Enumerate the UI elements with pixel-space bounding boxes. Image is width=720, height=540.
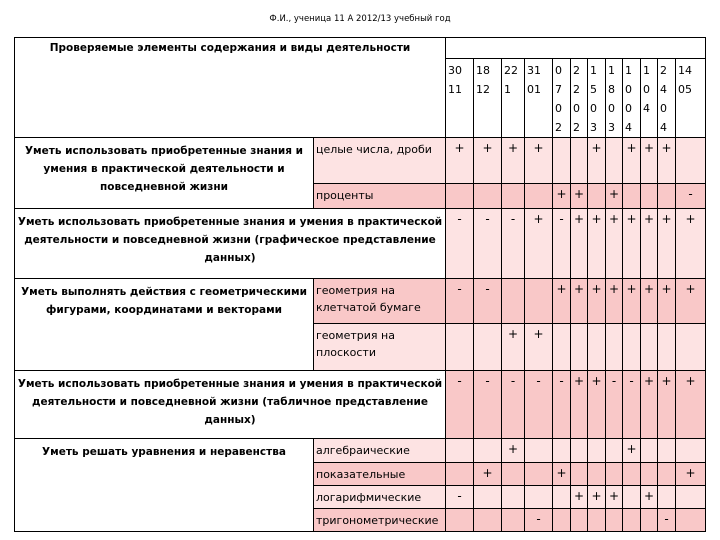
- result-cell: +: [623, 439, 641, 463]
- result-cell: [446, 439, 474, 463]
- result-cell: -: [525, 509, 553, 532]
- result-cell: [658, 486, 676, 509]
- result-cell: +: [606, 279, 623, 324]
- result-cell: +: [502, 138, 525, 184]
- result-cell: [474, 509, 502, 532]
- result-cell: +: [588, 209, 606, 279]
- result-cell: [641, 184, 658, 209]
- result-cell: [641, 463, 658, 486]
- result-cell: +: [658, 279, 676, 324]
- result-cell: [446, 463, 474, 486]
- skill-label: Уметь выполнять действия с геометрическими фигурами, координатами и векторами: [15, 279, 314, 371]
- result-cell: +: [502, 439, 525, 463]
- result-cell: [474, 324, 502, 371]
- result-cell: [525, 279, 553, 324]
- result-cell: -: [502, 209, 525, 279]
- result-cell: [502, 463, 525, 486]
- date-header-cell: 1 0 0 4: [623, 59, 641, 138]
- result-cell: [641, 324, 658, 371]
- result-cell: -: [553, 371, 571, 439]
- result-cell: [588, 439, 606, 463]
- skill-label: Уметь использовать приобретенные знания и умения в практической деятельности и повседневной жизни: [15, 138, 314, 209]
- result-cell: [641, 439, 658, 463]
- date-header-cell: 1 0 4: [641, 59, 658, 138]
- result-cell: +: [641, 371, 658, 439]
- skill-label: Уметь решать уравнения и неравенства: [15, 439, 314, 532]
- result-cell: +: [606, 184, 623, 209]
- date-header-cell: 31 01: [525, 59, 553, 138]
- result-cell: [658, 184, 676, 209]
- result-cell: -: [474, 371, 502, 439]
- skill-label: Уметь использовать приобретенные знания и умения в практической деятельности и повседневной жизни (графическое представление данных): [15, 209, 446, 279]
- result-cell: [446, 509, 474, 532]
- topic-label: геометрия на плоскости: [314, 324, 446, 371]
- result-cell: [606, 138, 623, 184]
- result-cell: +: [676, 371, 706, 439]
- result-cell: +: [571, 209, 588, 279]
- topic-label: показательные: [314, 463, 446, 486]
- date-header-cell: 2 4 0 4: [658, 59, 676, 138]
- result-cell: +: [525, 138, 553, 184]
- result-cell: [676, 439, 706, 463]
- result-cell: +: [571, 184, 588, 209]
- result-cell: -: [446, 486, 474, 509]
- result-cell: -: [446, 209, 474, 279]
- topic-label: тригонометрические: [314, 509, 446, 532]
- result-cell: +: [606, 209, 623, 279]
- result-cell: [606, 324, 623, 371]
- result-cell: [623, 184, 641, 209]
- result-cell: +: [571, 279, 588, 324]
- result-cell: +: [474, 138, 502, 184]
- result-cell: +: [588, 371, 606, 439]
- result-cell: [606, 509, 623, 532]
- result-cell: +: [571, 486, 588, 509]
- result-cell: -: [623, 371, 641, 439]
- result-cell: [658, 439, 676, 463]
- result-cell: +: [641, 486, 658, 509]
- document-title: Ф.И., ученица 11 А 2012/13 учебный год: [269, 14, 451, 24]
- result-cell: [623, 463, 641, 486]
- result-cell: [606, 439, 623, 463]
- result-cell: -: [502, 371, 525, 439]
- result-cell: +: [641, 279, 658, 324]
- result-cell: [641, 509, 658, 532]
- result-cell: -: [553, 209, 571, 279]
- result-cell: -: [525, 371, 553, 439]
- result-cell: [571, 439, 588, 463]
- table-row: [15, 209, 706, 279]
- result-cell: [502, 279, 525, 324]
- result-cell: +: [641, 209, 658, 279]
- result-cell: +: [553, 184, 571, 209]
- result-cell: +: [502, 324, 525, 371]
- result-cell: +: [525, 209, 553, 279]
- result-cell: [553, 324, 571, 371]
- date-header-cell: 0 7 0 2: [553, 59, 571, 138]
- result-cell: +: [623, 279, 641, 324]
- result-cell: [676, 486, 706, 509]
- result-cell: +: [525, 324, 553, 371]
- result-cell: -: [658, 509, 676, 532]
- topic-label: целые числа, дроби: [314, 138, 446, 184]
- result-cell: [525, 439, 553, 463]
- result-cell: [502, 486, 525, 509]
- result-cell: [676, 324, 706, 371]
- result-cell: +: [676, 463, 706, 486]
- result-cell: [525, 486, 553, 509]
- result-cell: +: [588, 138, 606, 184]
- result-cell: -: [446, 279, 474, 324]
- topic-label: алгебраические: [314, 439, 446, 463]
- result-cell: -: [606, 371, 623, 439]
- result-cell: [588, 184, 606, 209]
- result-cell: [571, 509, 588, 532]
- result-cell: [553, 138, 571, 184]
- result-cell: +: [623, 209, 641, 279]
- result-cell: [446, 324, 474, 371]
- result-cell: [623, 486, 641, 509]
- result-cell: +: [553, 279, 571, 324]
- result-cell: [588, 509, 606, 532]
- table-row: [15, 138, 706, 184]
- result-cell: +: [623, 138, 641, 184]
- date-header-cell: 30 11: [446, 59, 474, 138]
- topic-label: геометрия на клетчатой бумаге: [314, 279, 446, 324]
- result-cell: +: [553, 463, 571, 486]
- date-header-cell: 2 2 0 2: [571, 59, 588, 138]
- result-cell: +: [446, 138, 474, 184]
- result-cell: [474, 486, 502, 509]
- result-cell: [502, 184, 525, 209]
- result-cell: +: [658, 371, 676, 439]
- result-cell: -: [474, 209, 502, 279]
- topic-label: логарифмические: [314, 486, 446, 509]
- result-cell: +: [571, 371, 588, 439]
- result-cell: [502, 509, 525, 532]
- result-cell: [623, 324, 641, 371]
- result-cell: [525, 184, 553, 209]
- table-row: [15, 279, 706, 324]
- table-row: [15, 439, 706, 463]
- result-cell: [474, 184, 502, 209]
- result-cell: +: [606, 486, 623, 509]
- result-cell: -: [474, 279, 502, 324]
- result-cell: [658, 324, 676, 371]
- result-cell: [553, 486, 571, 509]
- result-cell: [623, 509, 641, 532]
- result-cell: [553, 509, 571, 532]
- result-cell: [676, 138, 706, 184]
- date-header-cell: 22 1: [502, 59, 525, 138]
- date-header-cell: 1 5 0 3: [588, 59, 606, 138]
- result-cell: [606, 463, 623, 486]
- result-cell: +: [676, 209, 706, 279]
- result-cell: [474, 439, 502, 463]
- result-cell: [525, 463, 553, 486]
- result-cell: [676, 509, 706, 532]
- result-cell: -: [446, 371, 474, 439]
- result-cell: +: [658, 138, 676, 184]
- result-cell: +: [676, 279, 706, 324]
- result-cell: [588, 324, 606, 371]
- results-table: [14, 37, 706, 532]
- result-cell: [571, 138, 588, 184]
- date-header-cell: 1 8 0 3: [606, 59, 623, 138]
- result-cell: +: [474, 463, 502, 486]
- topic-label: проценты: [314, 184, 446, 209]
- table-header: Проверяемые элементы содержания и виды деятельности: [15, 38, 446, 138]
- result-cell: [553, 439, 571, 463]
- result-cell: [571, 463, 588, 486]
- date-header-cell: 14 05: [676, 59, 706, 138]
- result-cell: [658, 463, 676, 486]
- result-cell: [571, 324, 588, 371]
- date-header-cell: 18 12: [474, 59, 502, 138]
- result-cell: +: [588, 279, 606, 324]
- result-cell: +: [588, 486, 606, 509]
- result-cell: -: [676, 184, 706, 209]
- result-cell: +: [641, 138, 658, 184]
- result-cell: +: [658, 209, 676, 279]
- header-blank-cell: [446, 38, 706, 59]
- table-row: [15, 371, 706, 439]
- result-cell: [588, 463, 606, 486]
- skill-label: Уметь использовать приобретенные знания и умения в практической деятельности и повседневной жизни (табличное представление данных): [15, 371, 446, 439]
- result-cell: [446, 184, 474, 209]
